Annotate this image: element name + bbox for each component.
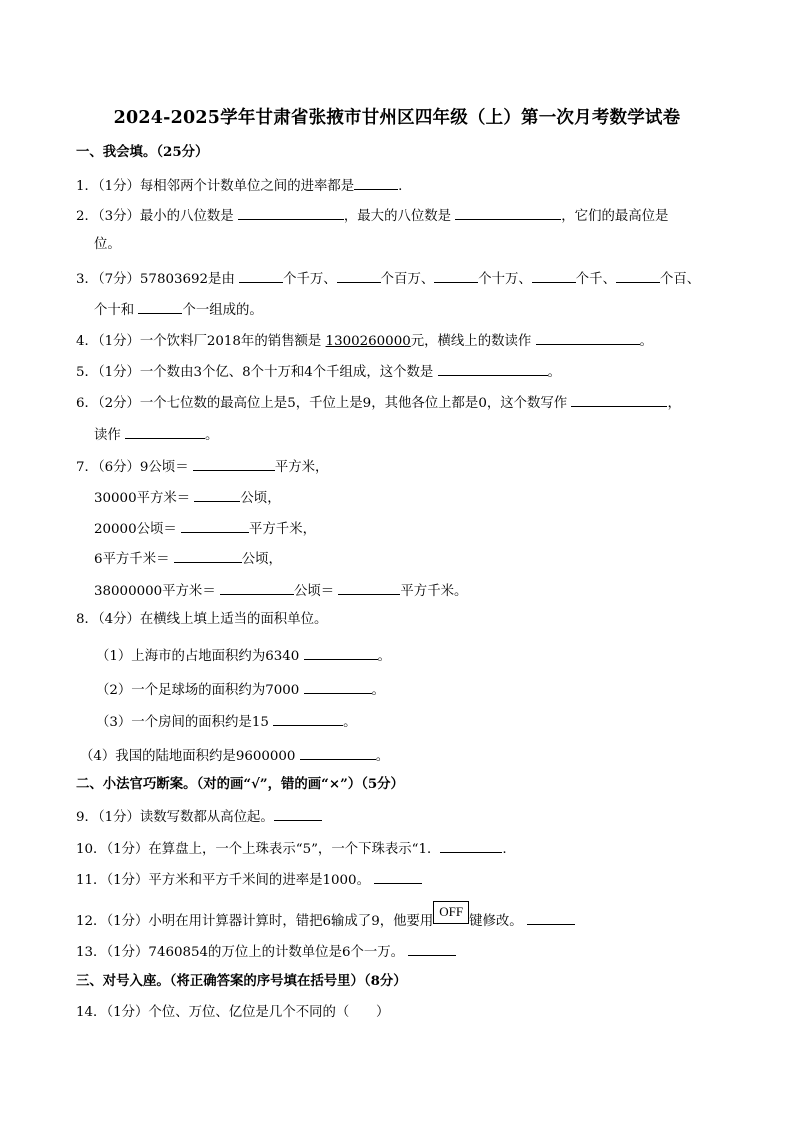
- question-7: 7．（6分）9公顷＝ 平方米，: [76, 456, 328, 477]
- answer-blank[interactable]: [438, 361, 548, 376]
- answer-blank[interactable]: [304, 645, 378, 660]
- section-2-heading: 二、小法官巧断案。（对的画“√”，错的画“×”）（5分）: [76, 776, 404, 792]
- question-2: 2．（3分）最小的八位数是 ，最大的八位数是 ，它们的最高位是: [76, 205, 668, 226]
- answer-blank[interactable]: [338, 580, 400, 595]
- question-7-line-4: 6平方千米＝ 公顷，: [94, 548, 282, 569]
- answer-blank[interactable]: [181, 518, 249, 533]
- question-1: 1．（1分）每相邻两个计数单位之间的进率都是 .: [76, 175, 402, 196]
- underlined-number: 1300260000: [325, 334, 411, 349]
- answer-blank[interactable]: [193, 456, 275, 471]
- answer-blank[interactable]: [194, 487, 240, 502]
- answer-blank[interactable]: [220, 580, 294, 595]
- question-8-part-2: （2）一个足球场的面积约为7000 。: [96, 679, 385, 700]
- question-8-part-3: （3）一个房间的面积约是15 。: [96, 711, 357, 732]
- answer-blank[interactable]: [174, 548, 242, 563]
- answer-blank[interactable]: [125, 424, 205, 439]
- answer-blank[interactable]: [536, 330, 640, 345]
- question-11: 11．（1分）平方米和平方千米间的进率是1000。: [76, 869, 422, 890]
- answer-blank[interactable]: [527, 910, 575, 925]
- question-6-continued: 读作 。: [94, 424, 218, 445]
- answer-blank[interactable]: [440, 838, 502, 853]
- off-key-icon: OFF: [433, 901, 469, 924]
- answer-blank[interactable]: [337, 268, 381, 283]
- answer-blank[interactable]: [274, 806, 322, 821]
- question-5: 5．（1分）一个数由3个亿、8个十万和4个千组成，这个数是 。: [76, 361, 561, 382]
- question-7-line-3: 20000公顷＝ 平方千米，: [94, 518, 316, 539]
- page-title: 2024-2025学年甘肃省张掖市甘州区四年级（上）第一次月考数学试卷: [113, 108, 681, 128]
- answer-blank[interactable]: [354, 175, 398, 190]
- answer-blank[interactable]: [616, 268, 660, 283]
- question-14: 14．（1分）个位、万位、亿位是几个不同的（ ）: [76, 1005, 390, 1020]
- question-7-line-5: 38000000平方米＝ 公顷＝ 平方千米。: [94, 580, 467, 601]
- question-10: 10．（1分）在算盘上，一个上珠表示“5”，一个下珠表示“1． .: [76, 838, 507, 859]
- answer-blank[interactable]: [138, 299, 182, 314]
- answer-blank[interactable]: [532, 268, 576, 283]
- answer-blank[interactable]: [408, 941, 456, 956]
- section-1-heading: 一、我会填。（25分）: [76, 144, 209, 160]
- answer-blank[interactable]: [374, 869, 422, 884]
- question-13: 13．（1分）7460854的万位上的计数单位是6个一万。: [76, 941, 456, 962]
- question-3: 3．（7分）57803692是由 个千万、 个百万、 个十万、 个千、 个百、: [76, 268, 700, 289]
- question-2-continued: 位。: [94, 237, 121, 252]
- question-9: 9．（1分）读数写数都从高位起。: [76, 806, 322, 827]
- question-8: 8．（4分）在横线上填上适当的面积单位。: [76, 612, 328, 627]
- question-7-line-2: 30000平方米＝ 公顷，: [94, 487, 281, 508]
- question-6: 6．（2分）一个七位数的最高位上是5，千位上是9，其他各位上都是0，这个数写作 ，: [76, 392, 681, 413]
- answer-blank[interactable]: [238, 205, 344, 220]
- question-8-part-1: （1）上海市的占地面积约为6340 。: [96, 645, 391, 666]
- answer-blank[interactable]: [300, 745, 376, 760]
- question-3-continued: 个十和 个一组成的。: [94, 299, 263, 320]
- question-4: 4．（1分）一个饮料厂2018年的销售额是 1300260000元，横线上的数读作 。: [76, 330, 653, 351]
- answer-blank[interactable]: [455, 205, 561, 220]
- answer-blank[interactable]: [273, 711, 343, 726]
- section-3-heading: 三、对号入座。（将正确答案的序号填在括号里）（8分）: [76, 973, 407, 989]
- answer-blank[interactable]: [239, 268, 283, 283]
- answer-blank[interactable]: [434, 268, 478, 283]
- question-12: 12．（1分）小明在用计算器计算时，错把6输成了9，他要用OFF键修改。: [76, 910, 575, 933]
- question-8-part-4: （4）我国的陆地面积约是9600000 。: [80, 745, 389, 766]
- answer-blank[interactable]: [304, 679, 372, 694]
- answer-blank[interactable]: [571, 392, 667, 407]
